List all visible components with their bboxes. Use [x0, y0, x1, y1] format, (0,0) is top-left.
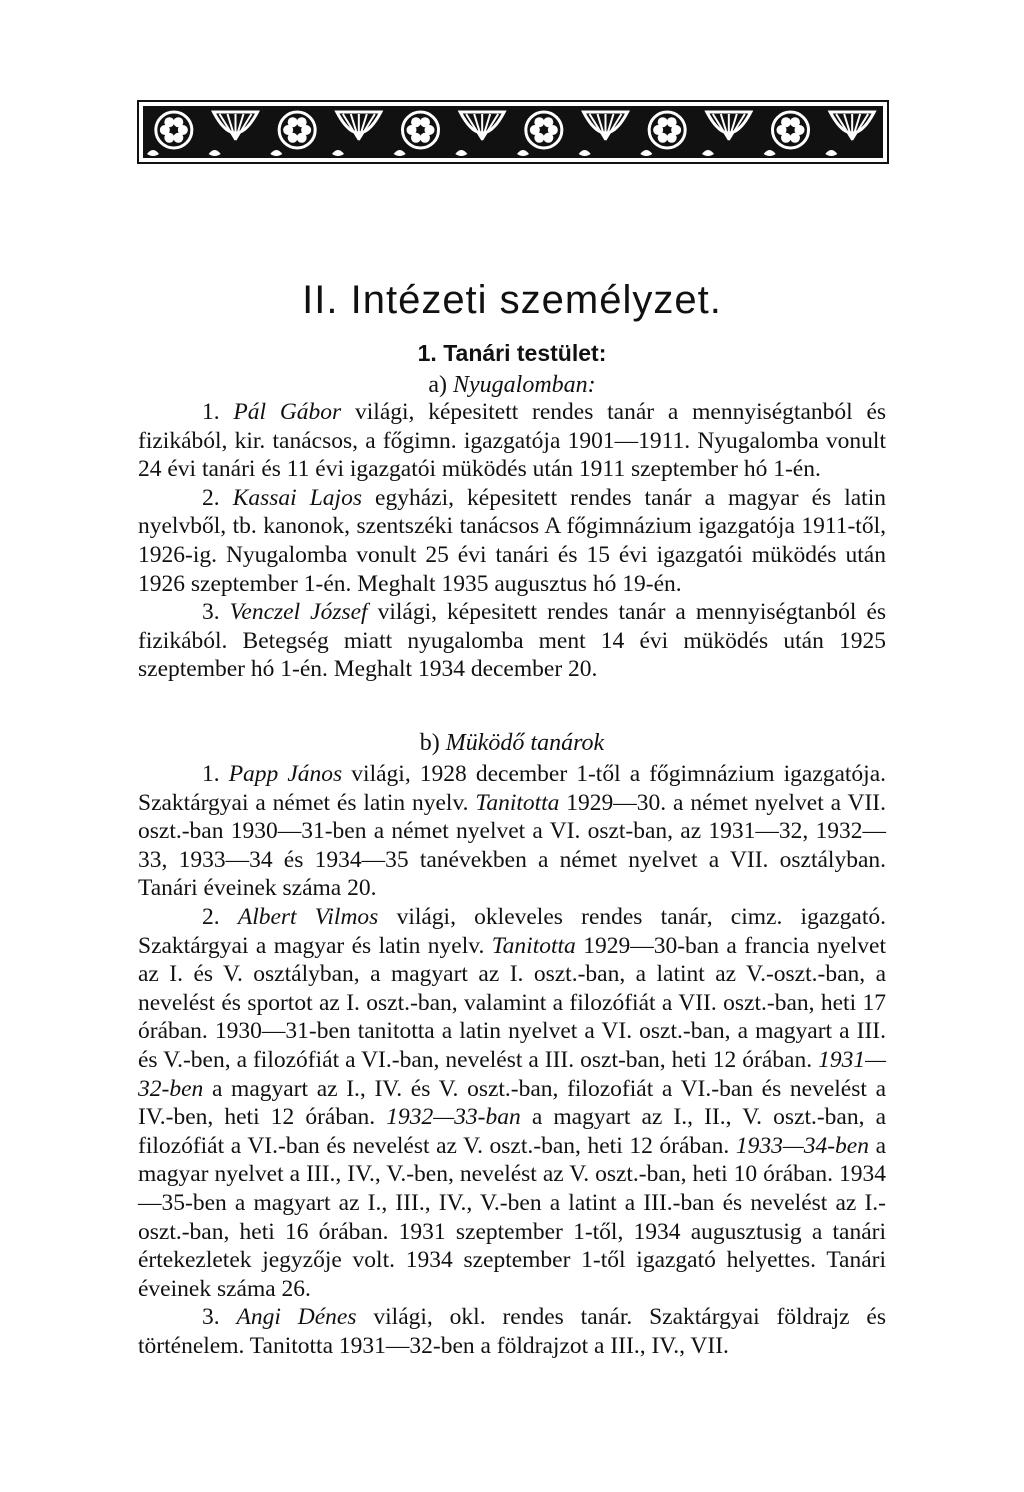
- entry-b-1: [138, 760, 886, 903]
- section-b-body: [138, 760, 886, 1360]
- person-name: Kassai Lajos: [232, 484, 362, 511]
- entry-number: 1.: [202, 399, 220, 425]
- section-b-heading: [0, 728, 1024, 758]
- entry-text: a magyar nyelvet a III., IV., V.-ben, nevelést az V. oszt.-ban, heti 10 órában. 1934—35-ben a magyart az I., III., IV., V.-ben a latint a III.-ban és nevelést az I.-oszt.-ban, heti 16 órában. 1931 szeptember 1-től, 1934 augusztusig a tanári értekezletek jegyzője volt. 1934 szeptember 1-től igazgató helyettes. Tanári éveinek száma 26.: [138, 1132, 887, 1302]
- person-name: Pál Gábor: [233, 399, 342, 425]
- entry-emphasis: Tanitotta: [475, 789, 560, 816]
- person-name: Angi Dénes: [236, 1304, 357, 1331]
- entry-emphasis: 1932—33-ban: [386, 1104, 521, 1131]
- section-a-body: [138, 398, 886, 684]
- entry-text: világi, okleveles rendes tanár, cimz. igazgató. Szaktárgyai a magyar és latin nyelv.: [138, 903, 887, 959]
- entry-text: egyházi, képesitett rendes tanár a magyar és latin nyelvből, tb. kanonok, szentszéki tanácsos A főgimnázium igazgatója 1911-től, 1926-ig. Nyugalomba vonult 25 évi tanári és 15 évi igazgatói müködés után 1926 szeptember 1-én. Meghalt 1935 augusztus hó 19-én.: [138, 484, 886, 597]
- entry-a-1: [138, 398, 886, 484]
- entry-emphasis: Tanitotta: [491, 932, 576, 959]
- entry-number: 3.: [202, 1304, 220, 1331]
- entry-text: világi, okl. rendes tanár. Szaktárgyai földrajz és történelem. Tanitotta 1931—32-ben a földrajzot a III., IV., VII.: [138, 1304, 887, 1359]
- entry-emphasis: 1933—34-ben: [735, 1132, 869, 1159]
- section-a-label: a): [428, 372, 447, 398]
- entry-a-2: [138, 484, 886, 598]
- section-subtitle: 1. Tanári testület:: [417, 340, 607, 366]
- entry-number: 1.: [202, 761, 220, 787]
- entry-text: világi, képesitett rendes tanár a mennyiségtanból és fizikából, kir. tanácsos, a főgimn. igazgatója 1901—1911. Nyugalomba vonult 24 évi tanári és 11 évi igazgatói müködés után 1911 szeptember hó 1-én.: [138, 399, 887, 483]
- entry-text: 1929—30-ban a francia nyelvet az I. és V. osztályban, a magyart az I. oszt.-ban, a latint az V.-oszt.-ban, a nevelést és sportot az I. oszt.-ban, valamint a filozófiát a VII. oszt.-ban, heti 17 órában. 1930—31-ben tanitotta a latin nyelvet a VI. oszt.-ban, a magyart a III. és V.-ben, a filozófiát a VI.-ban, nevelést a III. oszt-ban, heti 12 órában.: [138, 932, 887, 1073]
- entry-b-2: [138, 903, 886, 1303]
- entry-number: 2.: [202, 484, 220, 511]
- entry-a-3: [138, 598, 886, 684]
- entry-text: 1929—30. a német nyelvet a VII. oszt.-ban 1930—31-ben a német nyelvet a VI. oszt-ban, az 1931—32, 1932—33, 1933—34 és 1934—35 tanévekben a német nyelvet a VII. osztályban. Tanári éveinek száma 20.: [138, 789, 886, 902]
- person-name: Papp János: [228, 761, 343, 787]
- page-title: II. Intézeti személyzet.: [302, 278, 722, 322]
- ornament-band: [137, 100, 889, 164]
- entry-number: 3.: [202, 599, 220, 626]
- section-b-label: b): [419, 730, 440, 756]
- entry-text: a magyart az I., II., V. oszt.-ban, a filozófiát a VI.-ban és nevelést az V. oszt.-ban, heti 12 órában.: [138, 1104, 887, 1159]
- entry-b-3: [138, 1303, 886, 1360]
- section-a-heading: [0, 370, 1024, 400]
- section-b-title: Müködő tanárok: [445, 730, 605, 756]
- person-name: Venczel József: [229, 599, 368, 626]
- entry-text: világi, képesitett rendes tanár a mennyiségtanból és fizikából. Betegség miatt nyugalomba ment 14 évi müködés után 1925 szeptember hó 1-én. Meghalt 1934 december 20.: [138, 599, 887, 683]
- entry-emphasis: 1931—32-ben: [138, 1046, 887, 1102]
- entry-text: világi, 1928 december 1-től a főgimnázium igazgatója. Szaktárgyai a német és latin nyelv.: [138, 761, 887, 816]
- entry-number: 2.: [202, 903, 220, 930]
- entry-text: a magyart az I., IV. és V. oszt.-ban, filozofiát a VI.-ban és nevelést a IV.-ben, heti 12 órában.: [138, 1075, 886, 1131]
- section-a-title: Nyugalomban:: [453, 372, 596, 398]
- person-name: Albert Vilmos: [237, 903, 379, 930]
